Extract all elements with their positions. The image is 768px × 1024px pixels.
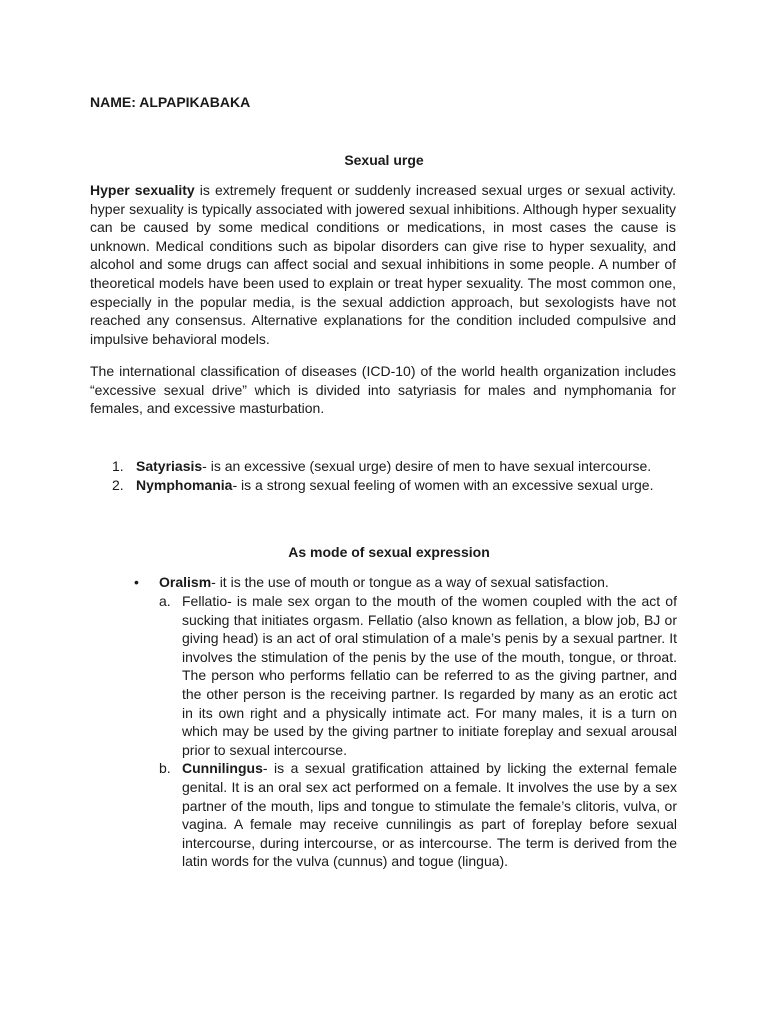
list-marker: 2. <box>112 476 124 493</box>
document-title: Sexual urge <box>344 152 424 168</box>
paragraph-text: is extremely frequent or suddenly increased sexual urges or sexual activity. hyper sexuality is typically associated with jowered sexual inhibitions. Although hyper sexuality can be caused by some medical conditions or medications, in most cases the cause is unknown. Medical conditions such as bipolar disorders can give rise to hyper sexuality, and alcohol and some drugs can affect social and sexual inhibitions in some people. A number of theoretical models have been used to explain or treat hyper sexuality. The most common one, especially in the popular media, is the sexual addiction approach, but sexologists have not reached any consensus. Alternative explanations for the condition included compulsive and impulsive behavioral models. <box>90 182 677 347</box>
alpha-list <box>159 592 677 871</box>
list-item-cunnilingus <box>159 759 677 871</box>
author-name: NAME: ALPAPIKABAKA <box>90 94 251 110</box>
list-item-fellatio <box>159 592 677 759</box>
term-nymphomania: Nymphomania <box>136 476 233 493</box>
list-marker: 1. <box>112 458 124 474</box>
list-item-text: - is an excessive (sexual urge) desire of men to have sexual intercourse. <box>202 458 652 474</box>
list-item-nymphomania <box>90 476 676 495</box>
paragraph-hypersexuality <box>90 181 676 348</box>
list-marker: a. <box>159 593 171 609</box>
term-hyper-sexuality: Hyper sexuality <box>90 182 195 198</box>
term-oralism: Oralism <box>159 574 212 590</box>
term-cunnilingus: Cunnilingus <box>182 760 263 777</box>
list-marker: b. <box>159 760 171 777</box>
bullet-oralism <box>136 573 676 592</box>
bullet-dot: • <box>134 574 139 590</box>
section-subtitle: As mode of sexual expression <box>288 544 490 560</box>
bullet-text: - it is the use of mouth or tongue as a way of sexual satisfaction. <box>211 574 609 590</box>
list-item-text: - is a strong sexual feeling of women with an excessive sexual urge. <box>232 476 654 493</box>
term-satyriasis: Satyriasis <box>136 458 203 474</box>
list-item-satyriasis <box>90 457 676 476</box>
paragraph-icd10: The international classification of diseases (ICD-10) of the world health organization includes “excessive sexual drive” which is divided into satyriasis for males and nymphomania for females, and excessive masturbation. <box>90 363 676 417</box>
list-item-text: - is a sexual gratification attained by licking the external female genital. It is an oral sex act performed on a female. It involves the use by a sex partner of the mouth, lips and tongue to stimulate the female’s clitoris, vulva, or vagina. A female may receive cunnilingis as part of foreplay before sexual intercourse, during intercourse, or as intercourse. The term is derived from the latin words for the vulva (cunnus) and togue (lingua). <box>182 760 677 870</box>
list-item-text: Fellatio- is male sex organ to the mouth of the women coupled with the act of sucking that initiates orgasm. Fellatio (also known as fellation, a blow job, BJ or giving head) is an act of oral stimulation of a male’s penis by a sexual partner. It involves the stimulation of the penis by the use of the mouth, tongue, or throat. The person who performs fellatio can be referred to as the giving partner, and the other person is the receiving partner. Is regarded by many as an erotic act in its own right and a physically intimate act. For many males, it is a turn on which may be used by the giving partner to initiate foreplay and sexual arousal prior to sexual intercourse. <box>182 593 677 758</box>
numbered-list <box>90 457 676 494</box>
